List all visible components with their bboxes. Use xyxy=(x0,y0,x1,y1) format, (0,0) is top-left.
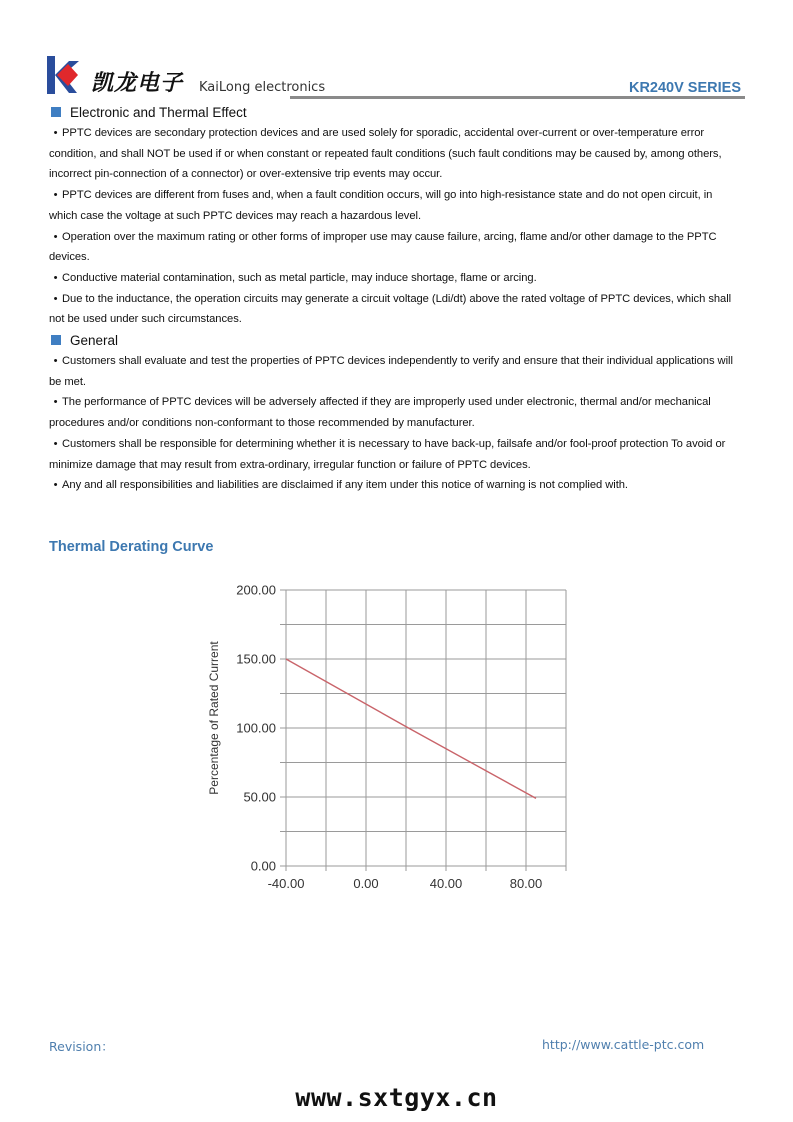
svg-text:100.00: 100.00 xyxy=(236,720,276,736)
list-item: • Customers shall evaluate and test the properties of PPTC devices independently to verify and ensure that their individual applications will be met. xyxy=(49,351,739,392)
warning-content xyxy=(49,102,739,496)
bullet-icon: • xyxy=(53,271,58,284)
chart-grid xyxy=(280,590,566,871)
list-item: • The performance of PPTC devices will be adversely affected if they are improperly used under electronic, thermal and/or mechanical procedures and/or conditions non-conformant to those recommended by manufacturer. xyxy=(49,392,739,433)
y-axis-label: Percentage of Rated Current xyxy=(207,641,221,795)
section-heading-electronic-thermal xyxy=(49,103,739,121)
svg-text:-40.00: -40.00 xyxy=(267,876,305,891)
square-bullet-icon xyxy=(51,107,61,117)
company-name-chinese: 凯龙电子 xyxy=(91,70,184,96)
page-header xyxy=(47,56,747,100)
svg-text:40.00: 40.00 xyxy=(429,876,463,891)
bullet-icon: • xyxy=(53,479,58,492)
list-item: • Conductive material contamination, such as metal particle, may induce shortage, flame or arcing. xyxy=(49,268,739,289)
svg-text:0.00: 0.00 xyxy=(250,858,276,874)
revision-label: Revision： xyxy=(49,1039,114,1054)
list-item: • PPTC devices are different from fuses and, when a fault condition occurs, will go into high-resistance state and do not open circuit, in which case the voltage at such PPTC devices may reach a hazardous level. xyxy=(49,185,739,226)
section-title: Electronic and Thermal Effect xyxy=(70,104,247,120)
square-bullet-icon xyxy=(51,335,61,345)
svg-text:200.00: 200.00 xyxy=(236,582,276,598)
list-item: • PPTC devices are secondary protection devices and are used solely for sporadic, accidental over-current or over-temperature error condition, and shall NOT be used if or when constant or repeated fault conditions (such fault conditions may be caused by, among others, incorrect pin-connection of a connector) or over-extensive trip events may occur. xyxy=(49,123,739,185)
list-item: • Customers shall be responsible for determining whether it is necessary to have back-up, failsafe and/or fool-proof protection To avoid or minimize damage that may result from extra-ordinary, irregular function or failure of PPTC devices. xyxy=(49,434,739,475)
list-item: • Due to the inductance, the operation circuits may generate a circuit voltage (Ldi/dt) above the rated voltage of PPTC devices, which shall not be used under such circumstances. xyxy=(49,289,739,330)
website-link[interactable]: http://www.cattle-ptc.com xyxy=(542,1037,705,1052)
header-divider xyxy=(290,96,745,99)
bullet-icon: • xyxy=(53,355,58,368)
bullet-icon: • xyxy=(53,127,58,139)
list-item: • Operation over the maximum rating or other forms of improper use may cause failure, arcing, flame and/or other damage to the PPTC devices. xyxy=(49,227,739,268)
bullet-icon: • xyxy=(53,189,58,202)
list-item: • Any and all responsibilities and liabilities are disclaimed if any item under this notice of warning is not complied with. xyxy=(49,475,739,496)
svg-text:50.00: 50.00 xyxy=(243,789,276,805)
kailong-logo-icon xyxy=(47,56,79,94)
watermark-text: www.sxtgyx.cn xyxy=(295,1083,498,1112)
svg-text:0.00: 0.00 xyxy=(353,876,379,891)
chart-title: Thermal Derating Curve xyxy=(49,539,214,555)
bullet-icon: • xyxy=(53,437,58,450)
bullet-icon: • xyxy=(53,292,58,305)
section-title: General xyxy=(70,332,119,348)
company-name-english: KaiLong electronics xyxy=(199,80,326,95)
bullet-icon: • xyxy=(53,230,58,243)
series-title: KR240V SERIES xyxy=(628,80,741,96)
section-heading-general xyxy=(49,331,739,349)
svg-text:80.00: 80.00 xyxy=(509,876,543,891)
x-axis-ticks xyxy=(268,876,543,891)
svg-text:150.00: 150.00 xyxy=(236,651,276,667)
thermal-derating-chart xyxy=(196,576,586,906)
derating-line xyxy=(286,659,536,798)
y-axis-ticks xyxy=(236,583,276,874)
bullet-icon: • xyxy=(53,396,58,409)
